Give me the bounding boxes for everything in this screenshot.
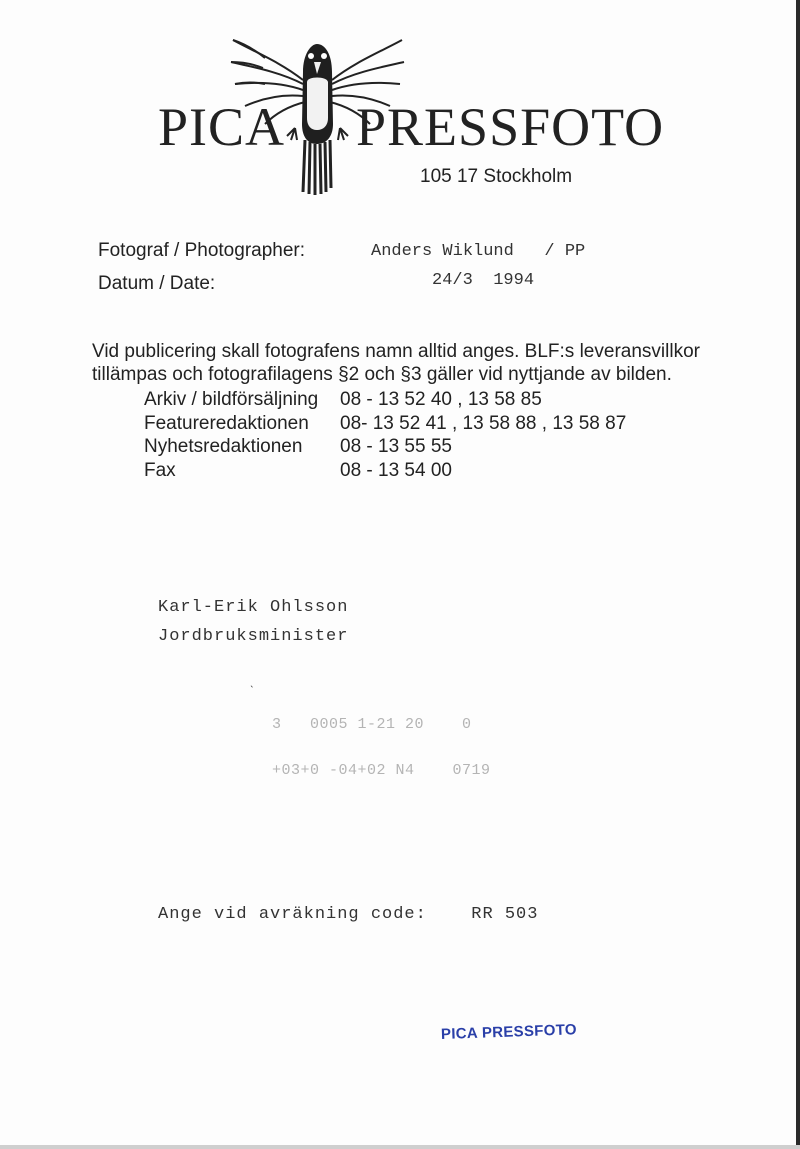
scan-edge-right: [796, 0, 800, 1149]
contact-name: Fax: [144, 459, 176, 481]
contact-number: 08 - 13 52 40 , 13 58 85: [340, 389, 542, 410]
usage-notice: [92, 340, 782, 386]
usage-notice-line-1: Vid publicering skall fotografens namn alltid anges. BLF:s leveransvillkor: [92, 341, 700, 362]
date-label: Datum / Date:: [98, 273, 216, 294]
brand-name-left: PICA: [158, 97, 286, 157]
usage-notice-line-2: tillämpas och fotografilagens §2 och §3 gäller vid nyttjande av bilden.: [92, 364, 672, 385]
contact-name: Featureredaktionen: [144, 412, 309, 434]
scan-edge-bottom: [0, 1145, 800, 1149]
archive-stamp-line-2: +03+0 -04+02 N4 0719: [272, 762, 491, 779]
date-value: 24/3 1994: [432, 271, 535, 290]
contact-row: [144, 412, 626, 436]
contact-name: Arkiv / bildförsäljning: [144, 389, 319, 410]
contact-row: [144, 459, 626, 483]
agency-stamp: PICA PRESSFOTO: [440, 1021, 578, 1043]
brand-name-right: PRESSFOTO: [356, 97, 665, 157]
photographer-label: Fotograf / Photographer:: [98, 240, 306, 261]
brand-address: 105 17 Stockholm: [420, 166, 573, 187]
contact-name: Nyhetsredaktionen: [144, 436, 303, 457]
contact-number: 08 - 13 55 55: [340, 436, 452, 457]
billing-code-value: RR 503: [471, 905, 539, 924]
contact-list: [144, 388, 626, 482]
archive-stamp-line-1: 3 0005 1-21 20 0: [272, 716, 472, 733]
photographer-value: Anders Wiklund / PP: [371, 242, 586, 261]
stray-mark: ˎ: [250, 674, 254, 688]
subject-title: Jordbruksminister: [158, 627, 349, 646]
contact-number: 08 - 13 54 00: [340, 459, 452, 481]
subject-name: Karl-Erik Ohlsson: [158, 598, 349, 617]
contact-row: [144, 388, 626, 412]
contact-row: [144, 435, 626, 459]
billing-code-label: Ange vid avräkning code:: [158, 905, 427, 924]
contact-number: 08- 13 52 41 , 13 58 88 , 13 58 87: [340, 412, 627, 434]
billing-code: [158, 905, 538, 924]
